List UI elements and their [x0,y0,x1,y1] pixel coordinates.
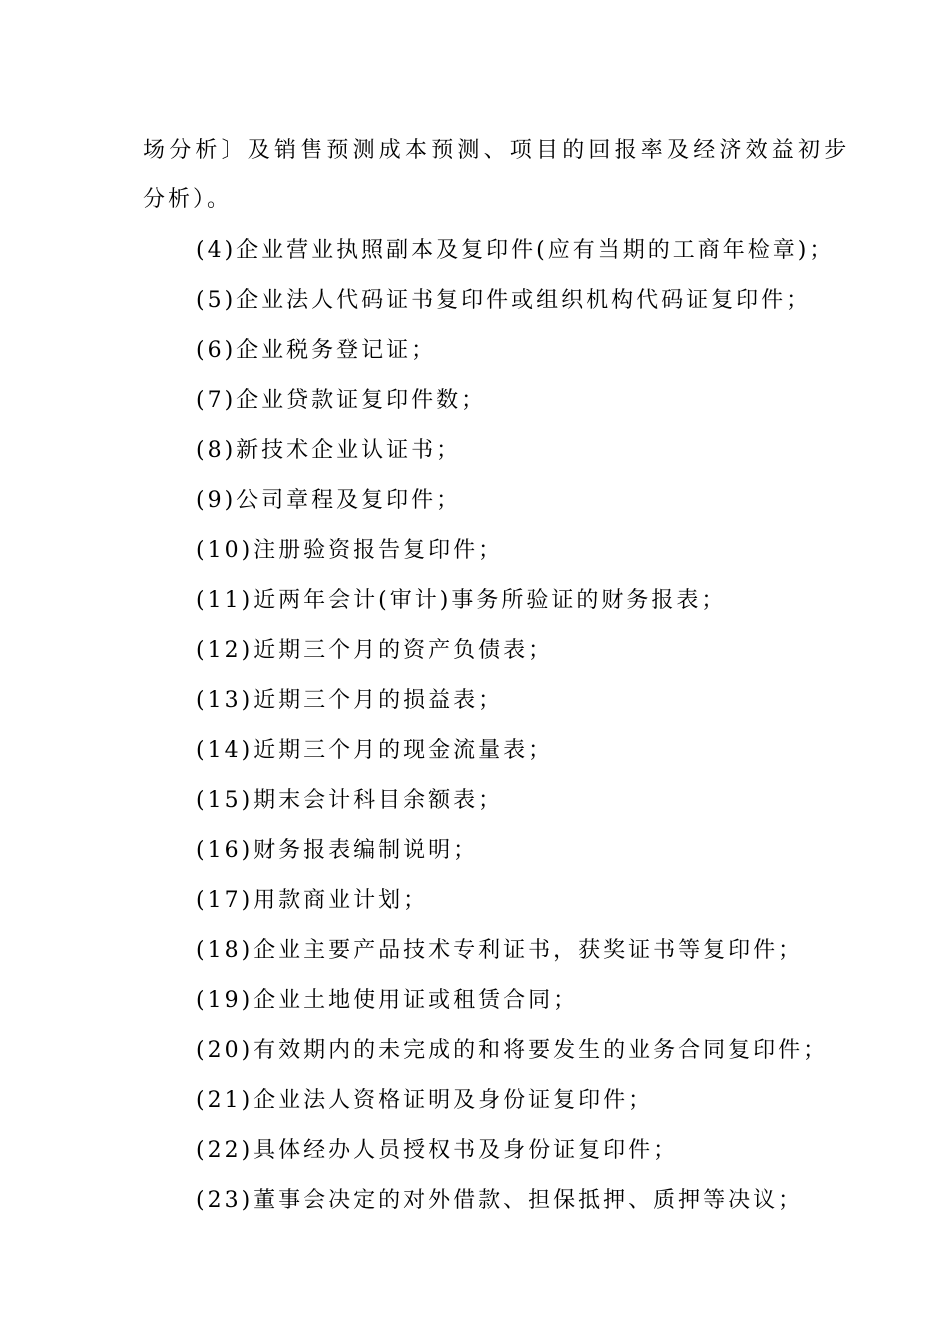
list-item: (10)注册验资报告复印件； [196,538,504,563]
list-item: (7)企业贷款证复印件数； [196,388,487,413]
list-item: (17)用款商业计划； [196,888,429,913]
list-item: (8)新技术企业认证书； [196,438,462,463]
list-item: (20)有效期内的未完成的和将要发生的业务合同复印件； [196,1038,829,1063]
list-item: (9)公司章程及复印件； [196,488,462,513]
list-item: (19)企业土地使用证或租赁合同； [196,988,579,1013]
list-item: (23)董事会决定的对外借款、担保抵押、质押等决议； [196,1188,804,1213]
list-item: (11)近两年会计(审计)事务所验证的财务报表； [196,588,727,613]
list-item: (13)近期三个月的损益表； [196,688,504,713]
list-item: (6)企业税务登记证； [196,338,437,363]
list-item: (21)企业法人资格证明及身份证复印件； [196,1088,654,1113]
list-item: (4)企业营业执照副本及复印件(应有当期的工商年检章)； [196,238,835,263]
list-item: (5)企业法人代码证书复印件或组织机构代码证复印件； [196,288,812,313]
list-item: (16)财务报表编制说明； [196,838,479,863]
list-item: (18)企业主要产品技术专利证书，获奖证书等复印件； [196,938,804,963]
paragraph-continuation-line-2: 分析）。 [143,187,233,212]
list-item: (15)期末会计科目余额表； [196,788,504,813]
list-item: (12)近期三个月的资产负债表； [196,638,554,663]
list-item: (22)具体经办人员授权书及身份证复印件； [196,1138,679,1163]
list-item: (14)近期三个月的现金流量表； [196,738,554,763]
paragraph-continuation-line-1: 场分析〕及销售预测成本预测、项目的回报率及经济效益初步 [143,138,851,163]
